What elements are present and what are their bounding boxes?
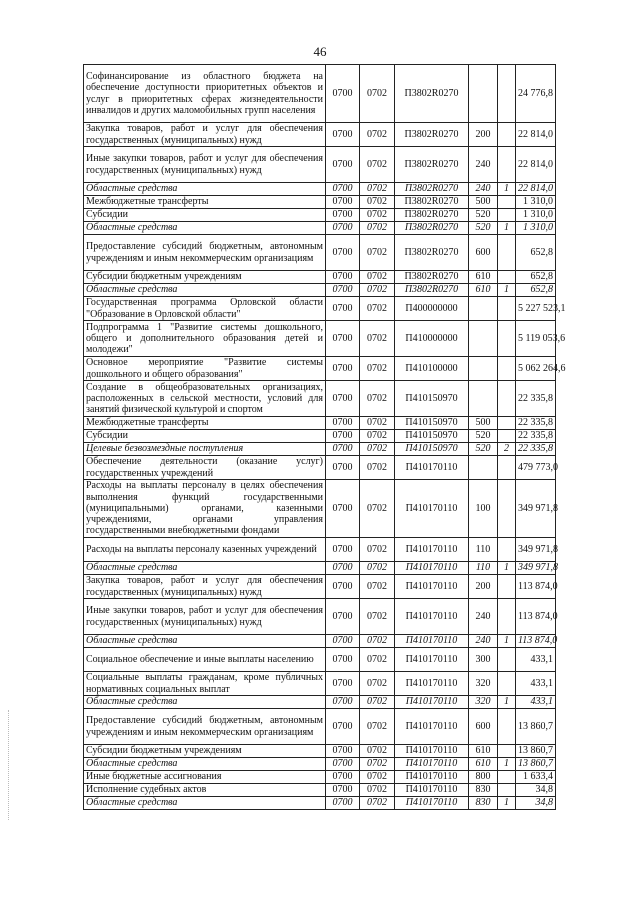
row-name: Основное мероприятие "Развитие системы дошкольного и общего образования" (84, 357, 326, 381)
row-funding-source: 2 (498, 443, 516, 456)
row-section: 0700 (326, 417, 360, 430)
row-section: 0700 (326, 147, 360, 183)
row-expense-type: 240 (469, 635, 498, 648)
row-name: Целевые безвозмездные поступления (84, 443, 326, 456)
row-subsection: 0702 (360, 562, 395, 575)
table-row (84, 562, 556, 575)
table-row (84, 284, 556, 297)
table-row (84, 443, 556, 456)
row-target-code: П3802R0270 (395, 235, 469, 271)
row-subsection: 0702 (360, 417, 395, 430)
row-funding-source: 1 (498, 635, 516, 648)
scan-margin-mark (8, 710, 10, 820)
row-target-code: П3802R0270 (395, 271, 469, 284)
row-funding-source (498, 147, 516, 183)
row-funding-source: 1 (498, 183, 516, 196)
table-row (84, 357, 556, 381)
row-amount: 22 814,0 (516, 183, 556, 196)
row-amount: 5 119 053,6 (516, 321, 556, 357)
table-row (84, 417, 556, 430)
row-subsection: 0702 (360, 443, 395, 456)
row-amount: 1 310,0 (516, 222, 556, 235)
row-expense-type (469, 456, 498, 480)
row-funding-source (498, 381, 516, 417)
row-section: 0700 (326, 648, 360, 672)
row-target-code: П410170110 (395, 562, 469, 575)
row-name: Социальное обеспечение и иные выплаты населению (84, 648, 326, 672)
row-section: 0700 (326, 538, 360, 562)
row-amount: 22 335,8 (516, 417, 556, 430)
row-amount: 349 971,8 (516, 538, 556, 562)
row-name: Субсидии (84, 209, 326, 222)
row-section: 0700 (326, 443, 360, 456)
row-expense-type: 200 (469, 123, 498, 147)
table-row (84, 771, 556, 784)
row-name: Субсидии бюджетным учреждениям (84, 745, 326, 758)
row-subsection: 0702 (360, 771, 395, 784)
table-row (84, 599, 556, 635)
row-funding-source (498, 209, 516, 222)
row-section: 0700 (326, 65, 360, 123)
row-name: Иные закупки товаров, работ и услуг для обеспечения государственных (муниципальных) нужд (84, 147, 326, 183)
row-name: Закупка товаров, работ и услуг для обеспечения государственных (муниципальных) нужд (84, 123, 326, 147)
row-amount: 349 971,8 (516, 562, 556, 575)
row-funding-source (498, 271, 516, 284)
row-funding-source (498, 745, 516, 758)
row-name: Областные средства (84, 696, 326, 709)
row-section: 0700 (326, 357, 360, 381)
row-amount: 22 335,8 (516, 430, 556, 443)
row-subsection: 0702 (360, 381, 395, 417)
row-section: 0700 (326, 784, 360, 797)
row-section: 0700 (326, 797, 360, 810)
row-funding-source (498, 196, 516, 209)
row-amount: 22 814,0 (516, 123, 556, 147)
row-amount: 5 062 264,6 (516, 357, 556, 381)
row-expense-type: 520 (469, 443, 498, 456)
row-amount: 5 227 523,1 (516, 297, 556, 321)
row-target-code: П410170110 (395, 599, 469, 635)
row-section: 0700 (326, 209, 360, 222)
row-funding-source (498, 784, 516, 797)
row-expense-type: 610 (469, 284, 498, 297)
row-name: Софинансирование из областного бюджета на обеспечение доступности приоритетных объектов и услуг в приоритетных сферах жизнедеятельности инвалидов и других маломобильных групп населения (84, 65, 326, 123)
row-amount: 24 776,8 (516, 65, 556, 123)
row-name: Областные средства (84, 635, 326, 648)
row-section: 0700 (326, 709, 360, 745)
row-section: 0700 (326, 381, 360, 417)
row-expense-type: 610 (469, 758, 498, 771)
row-target-code: П400000000 (395, 297, 469, 321)
row-target-code: П410100000 (395, 357, 469, 381)
row-subsection: 0702 (360, 357, 395, 381)
table-row (84, 196, 556, 209)
row-target-code: П410150970 (395, 381, 469, 417)
row-funding-source (498, 321, 516, 357)
table-row (84, 635, 556, 648)
table-row (84, 183, 556, 196)
row-name: Расходы на выплаты персоналу казенных учреждений (84, 538, 326, 562)
row-subsection: 0702 (360, 183, 395, 196)
budget-table (83, 64, 566, 810)
row-expense-type: 240 (469, 599, 498, 635)
row-subsection: 0702 (360, 209, 395, 222)
table-row (84, 235, 556, 271)
row-target-code: П3802R0270 (395, 284, 469, 297)
row-expense-type: 520 (469, 209, 498, 222)
row-expense-type: 600 (469, 235, 498, 271)
row-amount: 1 310,0 (516, 196, 556, 209)
row-target-code: П410000000 (395, 321, 469, 357)
row-subsection: 0702 (360, 797, 395, 810)
row-subsection: 0702 (360, 235, 395, 271)
row-amount: 1 310,0 (516, 209, 556, 222)
table-row (84, 321, 556, 357)
row-subsection: 0702 (360, 599, 395, 635)
row-amount: 652,8 (516, 235, 556, 271)
row-amount: 13 860,7 (516, 709, 556, 745)
row-subsection: 0702 (360, 648, 395, 672)
table-row (84, 456, 556, 480)
row-subsection: 0702 (360, 575, 395, 599)
row-funding-source (498, 648, 516, 672)
row-subsection: 0702 (360, 65, 395, 123)
row-expense-type: 200 (469, 575, 498, 599)
row-amount: 349 971,8 (516, 480, 556, 538)
table-row (84, 648, 556, 672)
row-target-code: П410170110 (395, 480, 469, 538)
row-expense-type: 500 (469, 417, 498, 430)
row-name: Областные средства (84, 284, 326, 297)
row-amount: 22 814,0 (516, 147, 556, 183)
row-target-code: П410170110 (395, 709, 469, 745)
row-target-code: П410170110 (395, 648, 469, 672)
row-target-code: П410170110 (395, 771, 469, 784)
row-expense-type: 100 (469, 480, 498, 538)
table-row (84, 222, 556, 235)
row-amount: 1 633,4 (516, 771, 556, 784)
row-name: Межбюджетные трансферты (84, 196, 326, 209)
row-name: Областные средства (84, 758, 326, 771)
row-section: 0700 (326, 575, 360, 599)
row-section: 0700 (326, 758, 360, 771)
table-row (84, 797, 556, 810)
row-funding-source (498, 599, 516, 635)
row-section: 0700 (326, 456, 360, 480)
row-target-code: П410170110 (395, 538, 469, 562)
row-funding-source (498, 771, 516, 784)
row-expense-type (469, 65, 498, 123)
row-amount: 433,1 (516, 648, 556, 672)
row-amount: 433,1 (516, 696, 556, 709)
row-section: 0700 (326, 599, 360, 635)
table-row (84, 709, 556, 745)
row-section: 0700 (326, 635, 360, 648)
table-row (84, 784, 556, 797)
row-name: Обеспечение деятельности (оказание услуг) государственных учреждений (84, 456, 326, 480)
row-subsection: 0702 (360, 635, 395, 648)
row-amount: 479 773,0 (516, 456, 556, 480)
row-subsection: 0702 (360, 709, 395, 745)
row-name: Исполнение судебных актов (84, 784, 326, 797)
table-row (84, 147, 556, 183)
row-expense-type: 240 (469, 147, 498, 183)
row-target-code: П410170110 (395, 784, 469, 797)
row-section: 0700 (326, 321, 360, 357)
row-target-code: П410170110 (395, 635, 469, 648)
row-name: Иные закупки товаров, работ и услуг для обеспечения государственных (муниципальных) нужд (84, 599, 326, 635)
row-name: Предоставление субсидий бюджетным, автономным учреждениям и иным некоммерческим организациям (84, 709, 326, 745)
row-subsection: 0702 (360, 538, 395, 562)
row-name: Государственная программа Орловской области "Образование в Орловской области" (84, 297, 326, 321)
row-funding-source (498, 430, 516, 443)
row-subsection: 0702 (360, 297, 395, 321)
row-funding-source (498, 709, 516, 745)
table-row (84, 297, 556, 321)
row-name: Субсидии бюджетным учреждениям (84, 271, 326, 284)
row-expense-type: 300 (469, 648, 498, 672)
row-name: Областные средства (84, 222, 326, 235)
row-name: Подпрограмма 1 "Развитие системы дошкольного, общего и дополнительного образования детей и молодежи" (84, 321, 326, 357)
table-row (84, 209, 556, 222)
row-name: Предоставление субсидий бюджетным, автономным учреждениям и иным некоммерческим организациям (84, 235, 326, 271)
row-target-code: П3802R0270 (395, 147, 469, 183)
row-name: Иные бюджетные ассигнования (84, 771, 326, 784)
row-amount: 34,8 (516, 784, 556, 797)
row-funding-source: 1 (498, 797, 516, 810)
row-funding-source (498, 417, 516, 430)
row-subsection: 0702 (360, 696, 395, 709)
row-subsection: 0702 (360, 758, 395, 771)
row-subsection: 0702 (360, 123, 395, 147)
row-funding-source: 1 (498, 696, 516, 709)
row-target-code: П3802R0270 (395, 183, 469, 196)
row-target-code: П410170110 (395, 456, 469, 480)
row-amount: 34,8 (516, 797, 556, 810)
row-section: 0700 (326, 297, 360, 321)
row-target-code: П3802R0270 (395, 65, 469, 123)
row-subsection: 0702 (360, 456, 395, 480)
row-funding-source (498, 456, 516, 480)
row-target-code: П3802R0270 (395, 222, 469, 235)
row-expense-type: 610 (469, 271, 498, 284)
table-row (84, 538, 556, 562)
row-funding-source (498, 235, 516, 271)
row-subsection: 0702 (360, 271, 395, 284)
row-section: 0700 (326, 271, 360, 284)
row-expense-type: 320 (469, 672, 498, 696)
row-amount: 22 335,8 (516, 381, 556, 417)
row-target-code: П410150970 (395, 430, 469, 443)
table-row (84, 65, 556, 123)
row-name: Социальные выплаты гражданам, кроме публичных нормативных социальных выплат (84, 672, 326, 696)
row-expense-type: 610 (469, 745, 498, 758)
row-name: Создание в общеобразовательных организациях, расположенных в сельской местности, условий для занятий физической культурой и спортом (84, 381, 326, 417)
row-target-code: П410170110 (395, 758, 469, 771)
row-expense-type: 800 (469, 771, 498, 784)
row-section: 0700 (326, 183, 360, 196)
row-expense-type: 110 (469, 538, 498, 562)
row-funding-source (498, 672, 516, 696)
row-subsection: 0702 (360, 672, 395, 696)
row-expense-type (469, 297, 498, 321)
row-name: Областные средства (84, 562, 326, 575)
table-row (84, 381, 556, 417)
row-section: 0700 (326, 480, 360, 538)
row-funding-source (498, 65, 516, 123)
row-target-code: П410170110 (395, 745, 469, 758)
row-section: 0700 (326, 196, 360, 209)
row-amount: 113 874,0 (516, 599, 556, 635)
row-funding-source: 1 (498, 284, 516, 297)
row-funding-source (498, 357, 516, 381)
row-expense-type (469, 381, 498, 417)
row-target-code: П410170110 (395, 696, 469, 709)
table-row (84, 480, 556, 538)
row-subsection: 0702 (360, 784, 395, 797)
row-amount: 13 860,7 (516, 758, 556, 771)
row-expense-type: 110 (469, 562, 498, 575)
row-subsection: 0702 (360, 147, 395, 183)
row-subsection: 0702 (360, 745, 395, 758)
row-expense-type (469, 357, 498, 381)
row-amount: 433,1 (516, 672, 556, 696)
row-section: 0700 (326, 745, 360, 758)
row-subsection: 0702 (360, 196, 395, 209)
row-amount: 652,8 (516, 271, 556, 284)
row-amount: 113 874,0 (516, 635, 556, 648)
row-funding-source (498, 123, 516, 147)
row-section: 0700 (326, 562, 360, 575)
table-row (84, 575, 556, 599)
row-expense-type: 830 (469, 784, 498, 797)
table-row (84, 758, 556, 771)
row-name: Областные средства (84, 797, 326, 810)
row-section: 0700 (326, 672, 360, 696)
row-section: 0700 (326, 222, 360, 235)
row-expense-type: 240 (469, 183, 498, 196)
row-target-code: П410150970 (395, 417, 469, 430)
row-amount: 22 335,8 (516, 443, 556, 456)
row-funding-source: 1 (498, 758, 516, 771)
row-subsection: 0702 (360, 222, 395, 235)
row-expense-type: 320 (469, 696, 498, 709)
row-expense-type: 600 (469, 709, 498, 745)
row-section: 0700 (326, 771, 360, 784)
row-amount: 13 860,7 (516, 745, 556, 758)
row-funding-source (498, 297, 516, 321)
table-row (84, 123, 556, 147)
row-target-code: П3802R0270 (395, 196, 469, 209)
row-section: 0700 (326, 284, 360, 297)
row-target-code: П410170110 (395, 672, 469, 696)
row-target-code: П410170110 (395, 575, 469, 599)
row-funding-source (498, 538, 516, 562)
row-section: 0700 (326, 430, 360, 443)
row-section: 0700 (326, 696, 360, 709)
row-expense-type: 500 (469, 196, 498, 209)
row-target-code: П3802R0270 (395, 123, 469, 147)
row-target-code: П3802R0270 (395, 209, 469, 222)
table-row (84, 672, 556, 696)
table-row (84, 271, 556, 284)
row-target-code: П410170110 (395, 797, 469, 810)
row-name: Субсидии (84, 430, 326, 443)
row-expense-type: 520 (469, 430, 498, 443)
row-subsection: 0702 (360, 284, 395, 297)
row-subsection: 0702 (360, 480, 395, 538)
row-expense-type: 830 (469, 797, 498, 810)
page-number: 46 (313, 44, 327, 59)
row-amount: 113 874,0 (516, 575, 556, 599)
row-funding-source: 1 (498, 222, 516, 235)
row-subsection: 0702 (360, 430, 395, 443)
table-row (84, 696, 556, 709)
table-row (84, 430, 556, 443)
row-funding-source: 1 (498, 562, 516, 575)
row-amount: 652,8 (516, 284, 556, 297)
row-funding-source (498, 575, 516, 599)
table-row (84, 745, 556, 758)
row-name: Межбюджетные трансферты (84, 417, 326, 430)
row-name: Закупка товаров, работ и услуг для обеспечения государственных (муниципальных) нужд (84, 575, 326, 599)
row-expense-type: 520 (469, 222, 498, 235)
row-funding-source (498, 480, 516, 538)
row-target-code: П410150970 (395, 443, 469, 456)
row-section: 0700 (326, 123, 360, 147)
row-name: Расходы на выплаты персоналу в целях обеспечения выполнения функций государственными (муниципальными) органами, казенными учреждениями, органами управления государственными внебюджетными фондами (84, 480, 326, 538)
row-expense-type (469, 321, 498, 357)
row-subsection: 0702 (360, 321, 395, 357)
row-section: 0700 (326, 235, 360, 271)
row-name: Областные средства (84, 183, 326, 196)
